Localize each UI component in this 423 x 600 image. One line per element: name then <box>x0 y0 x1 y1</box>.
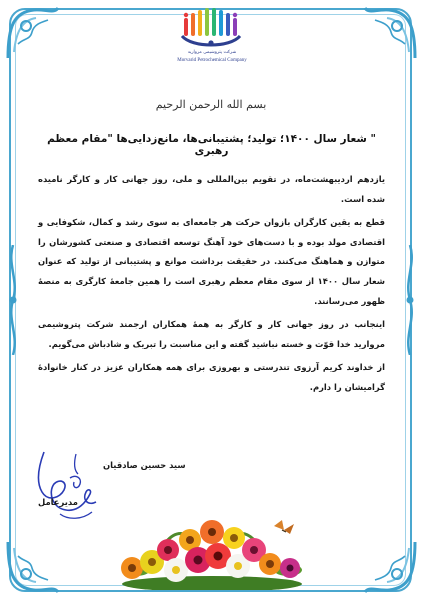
company-name-fa: شرکت پتروشیمی مروارید <box>187 50 237 55</box>
company-logo-mark <box>170 6 254 50</box>
bismillah-calligraphy: بسم الله الرحمن الرحیم <box>155 98 267 111</box>
signer-title: مدیرعامل <box>38 497 78 507</box>
body-paragraph: قطع به یقین کارگران بازوان حرکت هر جامعه‌ای به سوی رشد و کمال، شکوفایی و اقتصادی مولد بوده و با دست‌های خود آهنگ توسعه اقتصادی و صنعتی کشورشان را متوازن و هماهنگ می‌کنند. در حقیقت برداشت موانع و پشتیبانی از تولید که عنوان شعار سال ۱۴۰۰ از سوی مقام معظم رهبری است را همین جامعهٔ کارگری به منصهٔ ظهور می‌رسانند. <box>38 217 385 306</box>
corner-ornament-top-right <box>361 4 419 62</box>
corner-ornament-bottom-right <box>361 538 419 596</box>
flower-bouquet-decoration <box>106 512 318 590</box>
letter-body <box>38 170 385 402</box>
corner-ornament-bottom-left <box>4 538 62 596</box>
year-slogan-heading: " شعار سال ۱۴۰۰؛ تولید؛ پشتیبانی‌ها، مانع‌زدایی‌ها "مقام معظم رهبری <box>47 133 376 157</box>
side-ornament-right <box>402 245 418 355</box>
body-paragraph: اینجانب در روز جهانی کار و کارگر به همهٔ همکاران ارجمند شرکت پتروشیمی مروارید خدا قوّت و خسته نباشید گفته و این مناسبت را تبریک و شادباش می‌گویم. <box>38 319 385 349</box>
handwritten-signature <box>30 448 110 524</box>
corner-ornament-top-left <box>4 4 62 62</box>
company-logo <box>170 6 254 70</box>
body-paragraph: یازدهم اردیبهشت‌ماه، در تقویم بین‌المللی و ملی، روز جهانی کار و کارگر نامیده شده است. <box>38 174 385 204</box>
signer-name: سید حسین صادقیان <box>103 460 186 470</box>
side-ornament-left <box>5 245 21 355</box>
company-name-en: Morvarid Petrochemical Company <box>177 58 247 63</box>
body-paragraph: از خداوند کریم آرزوی تندرستی و بهروزی برای همه همکاران عزیز در کنار خانوادهٔ گرامیشان را دارم. <box>38 362 385 392</box>
